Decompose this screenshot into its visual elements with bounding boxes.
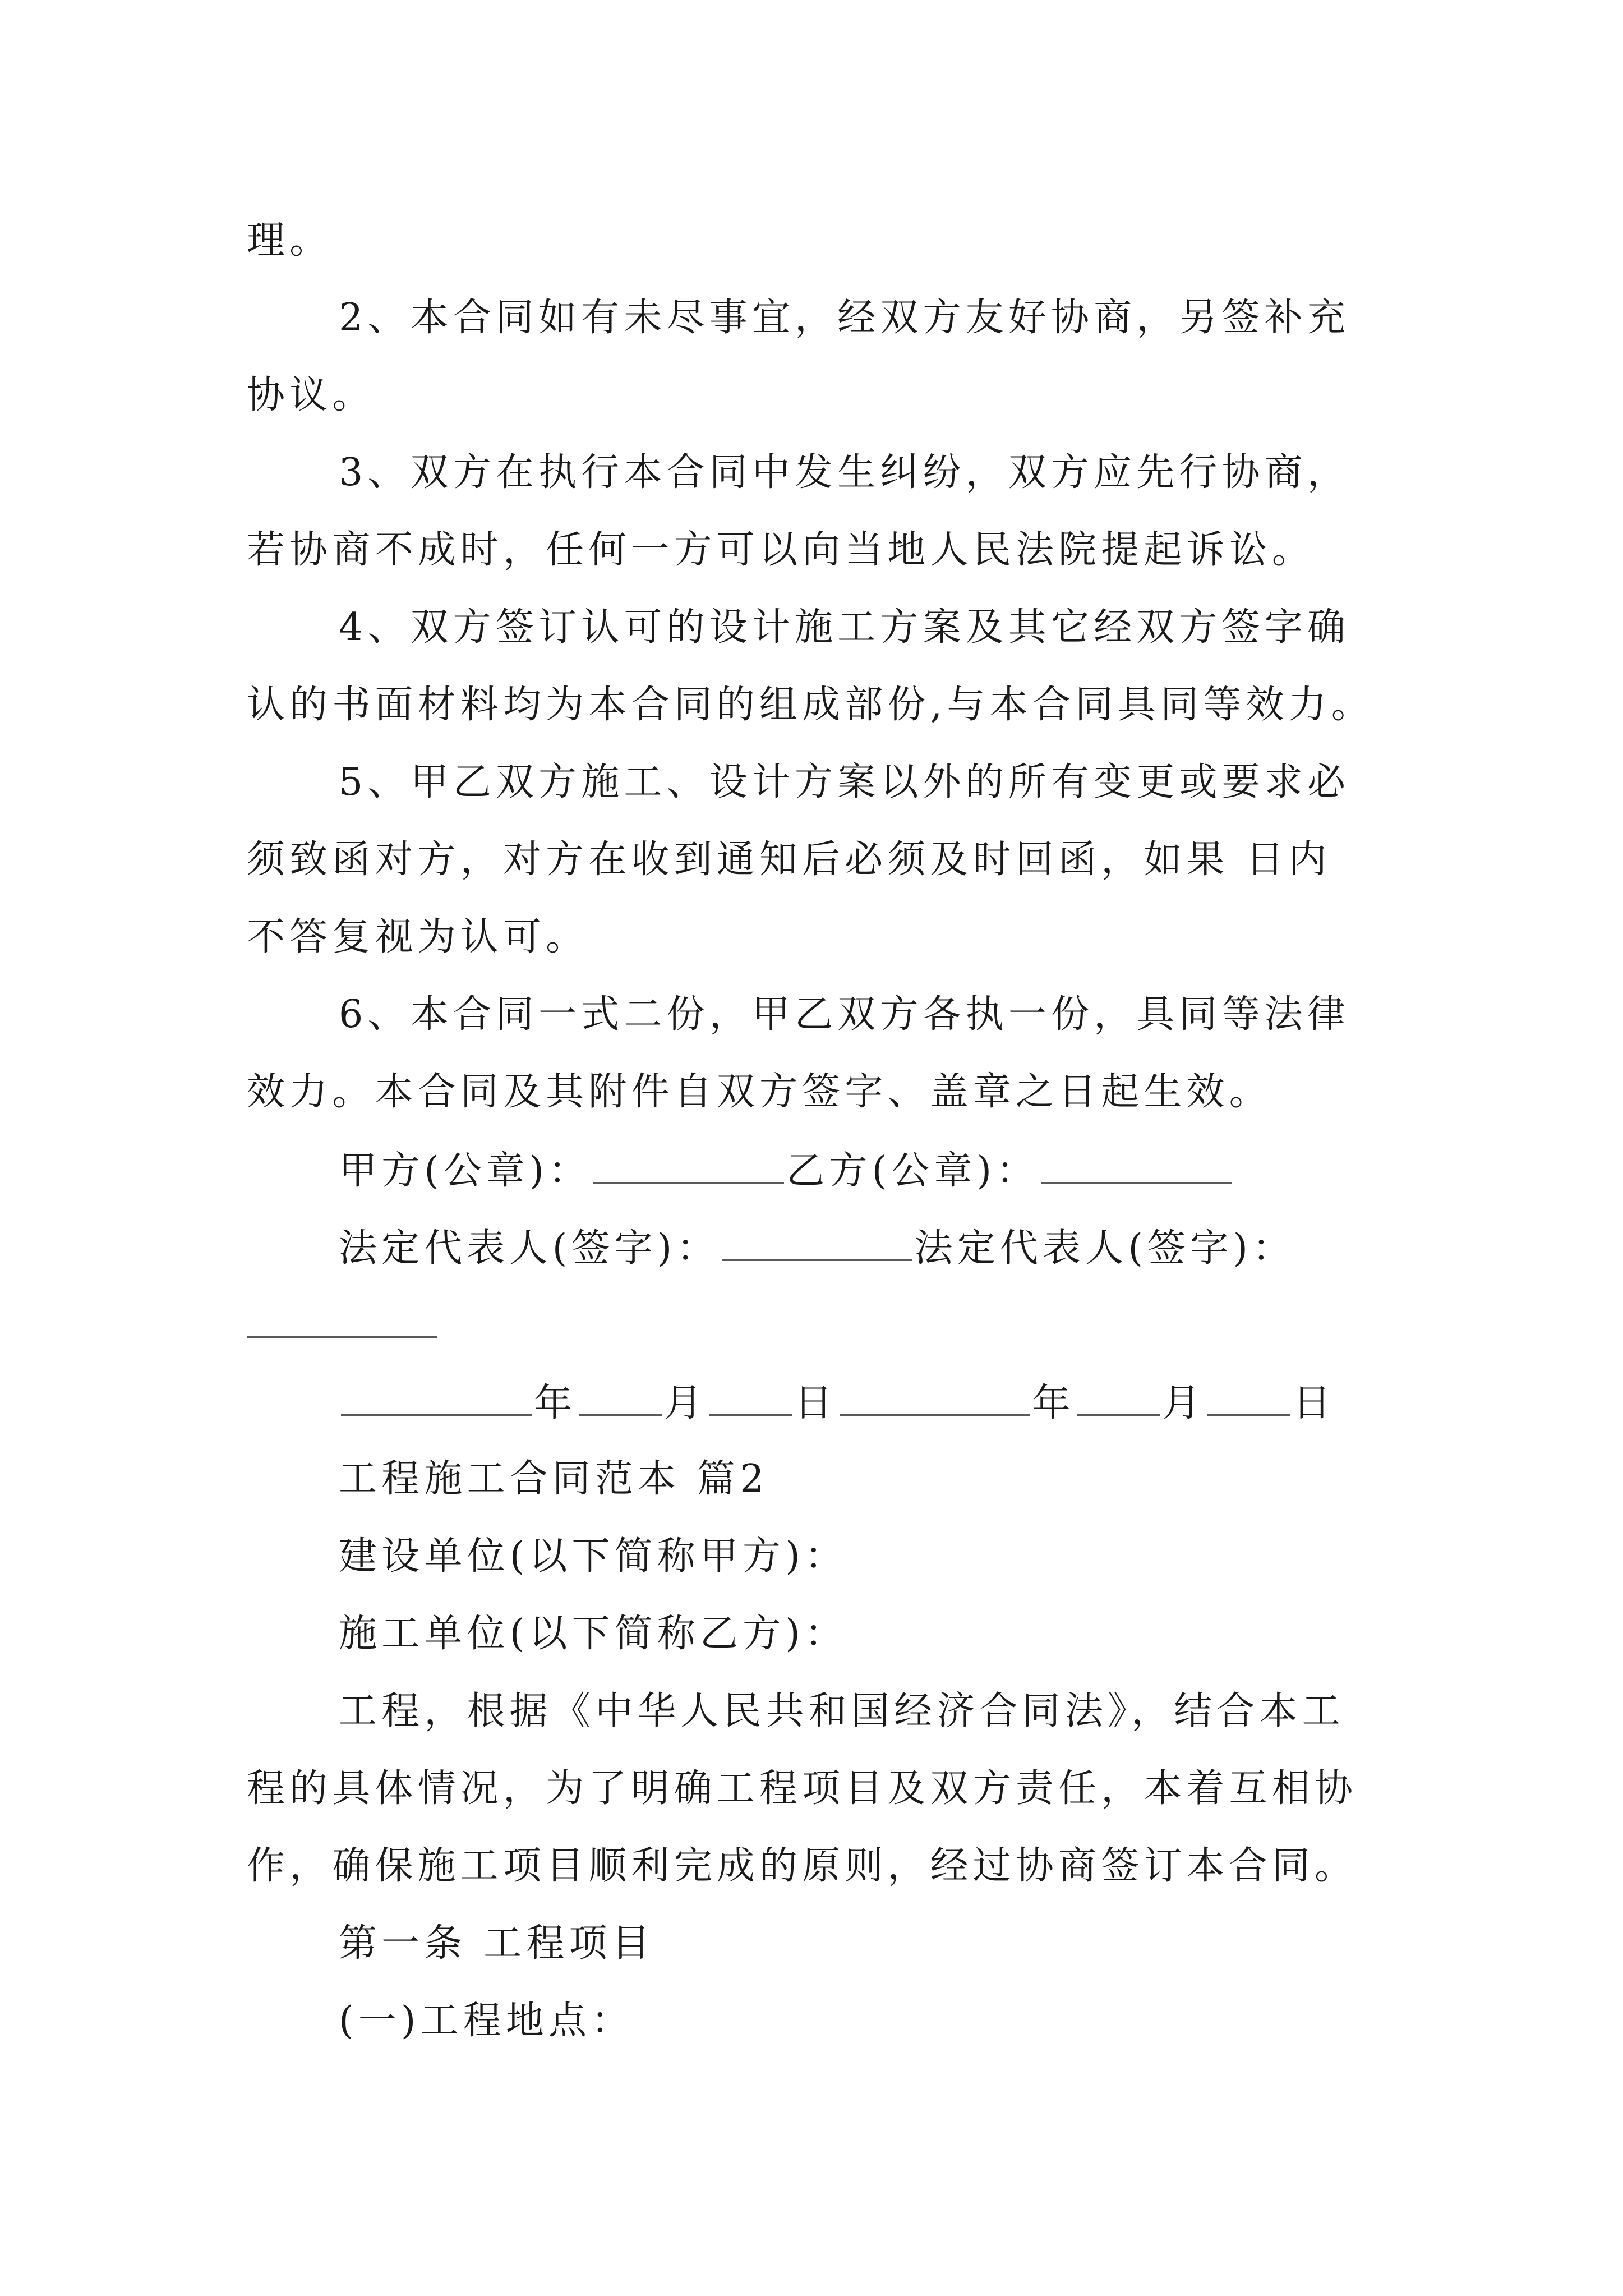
paragraph-line: (一)工程地点：	[339, 1999, 634, 2043]
day-label: 日	[1292, 1381, 1336, 1425]
paragraph-line: 工程，根据《中华人民共和国经济合同法》，结合本工	[339, 1689, 1345, 1733]
party-b-representative-label: 法定代表人(签字)：	[914, 1226, 1295, 1271]
party-b-seal-blank	[1041, 1151, 1232, 1184]
day-blank	[1207, 1383, 1290, 1416]
date-line	[339, 1383, 1335, 1423]
paragraph-line: 5、甲乙双方施工、设计方案以外的所有变更或要求必	[339, 760, 1350, 804]
year-blank	[341, 1383, 532, 1416]
year-label: 年	[1032, 1381, 1075, 1425]
party-b-representative-blank	[247, 1336, 437, 1338]
paragraph-line: 4、双方签订认可的设计施工方案及其它经双方签字确	[339, 605, 1350, 650]
section-heading: 工程施工合同范本 篇2	[339, 1457, 769, 1501]
paragraph-line: 施工单位(以下简称乙方)：	[339, 1612, 848, 1656]
paragraph-line: 效力。本合同及其附件自双方签字、盖章之日起生效。	[247, 1070, 1272, 1114]
party-a-representative-label: 法定代表人(签字)：	[339, 1226, 720, 1271]
party-a-representative-blank	[722, 1228, 912, 1261]
day-blank	[709, 1383, 792, 1416]
paragraph-line: 2、本合同如有未尽事宜，经双方友好协商，另签补充	[339, 296, 1350, 340]
month-blank	[1077, 1383, 1160, 1416]
day-label: 日	[794, 1381, 837, 1425]
year-label: 年	[534, 1381, 577, 1425]
paragraph-line: 若协商不成时，任何一方可以向当地人民法院提起诉讼。	[247, 528, 1315, 572]
party-b-seal-label: 乙方(公章)：	[786, 1149, 1039, 1193]
paragraph-line: 协议。	[247, 373, 375, 417]
month-label: 月	[1162, 1381, 1205, 1425]
month-label: 月	[664, 1381, 707, 1425]
year-blank	[840, 1383, 1030, 1416]
paragraph-line: 建设单位(以下简称甲方)：	[339, 1534, 848, 1579]
paragraph-line: 须致函对方，对方在收到通知后必须及时回函，如果 日内	[247, 838, 1331, 882]
paragraph-line: 3、双方在执行本合同中发生纠纷，双方应先行协商，	[339, 450, 1350, 495]
representative-line	[339, 1226, 1295, 1271]
party-a-seal-blank	[593, 1151, 784, 1184]
party-a-seal-label: 甲方(公章)：	[339, 1149, 592, 1193]
month-blank	[579, 1383, 662, 1416]
paragraph-line: 作，确保施工项目顺利完成的原则，经过协商签订本合同。	[247, 1844, 1358, 1888]
paragraph-line: 程的具体情况，为了明确工程项目及双方责任，本着互相协	[247, 1766, 1358, 1811]
paragraph-line: 认的书面材料均为本合同的组成部份,与本合同具同等效力。	[247, 683, 1374, 727]
article-heading: 第一条 工程项目	[339, 1921, 654, 1966]
paragraph-line: 不答复视为认可。	[247, 915, 589, 959]
paragraph-line: 6、本合同一式二份，甲乙双方各执一份，具同等法律	[339, 992, 1350, 1037]
paragraph-line: 理。	[247, 218, 333, 263]
seal-line	[339, 1149, 1234, 1193]
